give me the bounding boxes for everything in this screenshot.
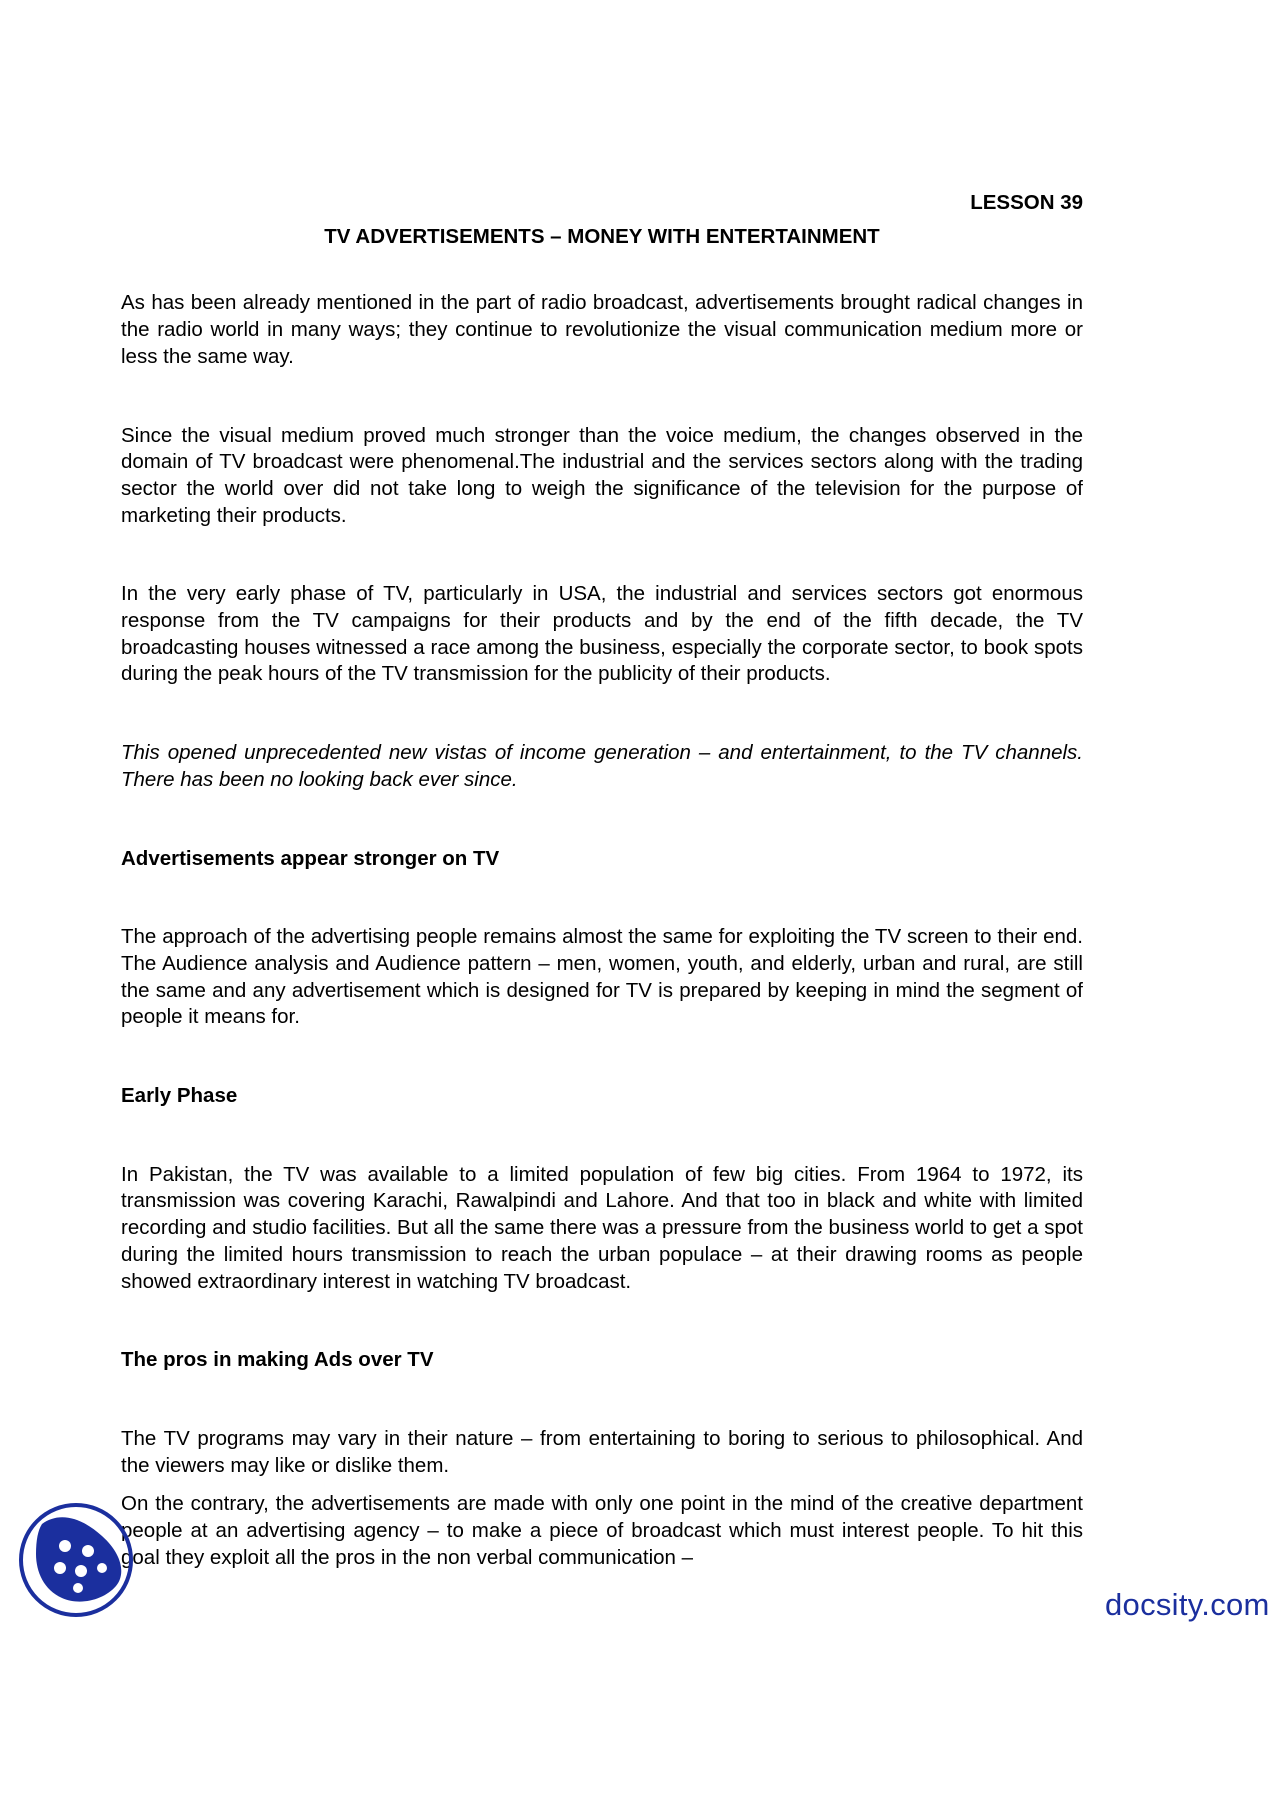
paragraph-vistas: This opened unprecedented new vistas of income generation – and entertainment, to the TV channels. There has been no looking back ever since. <box>121 741 1083 791</box>
document-title: TV ADVERTISEMENTS – MONEY WITH ENTERTAINMENT <box>324 224 880 248</box>
document-body <box>121 190 1083 1572</box>
paragraph-early-usa: In the very early phase of TV, particularly in USA, the industrial and services sectors got enormous response from the TV campaigns for their products and by the end of the fifth decade, the TV broadcasting houses witnessed a race among the business, especially the corporate sector, to book spots during the peak hours of the TV transmission for the publicity of their products. <box>121 582 1083 686</box>
paragraph-approach: The approach of the advertising people remains almost the same for exploiting the TV screen to their end. The Audience analysis and Audience pattern – men, women, youth, and elderly, urban and rural, are still the same and any advertisement which is designed for TV is prepared by keeping in mind the segment of people it means for. <box>121 925 1083 1029</box>
lesson-label: LESSON 39 <box>970 191 1083 214</box>
paragraph-programs-vary: The TV programs may vary in their nature – from entertaining to boring to serious to philosophical. And the viewers may like or dislike them. <box>121 1426 1083 1477</box>
section-heading-stronger-on-tv: Advertisements appear stronger on TV <box>121 846 500 870</box>
docsity-logo-icon <box>18 1502 134 1618</box>
section-heading-pros: The pros in making Ads over TV <box>121 1348 434 1372</box>
docsity-brand-text[interactable]: docsity.com <box>1105 1587 1270 1622</box>
paragraph-intro: As has been already mentioned in the part of radio broadcast, advertisements brought radical changes in the radio world in many ways; they continue to revolutionize the visual communication medium more or less the same way. <box>121 291 1083 368</box>
paragraph-contrary: On the contrary, the advertisements are made with only one point in the mind of the creative department people at an advertising agency – to make a piece of broadcast which must interest people. To hit this goal they exploit all the pros in the non verbal communication – <box>121 1492 1083 1569</box>
paragraph-visual-medium: Since the visual medium proved much stronger than the voice medium, the changes observed in the domain of TV broadcast were phenomenal.The industrial and the services sectors along with the trading sector the world over did not take long to weigh the significance of the television for the purpose of marketing their products. <box>121 423 1083 527</box>
section-heading-early-phase: Early Phase <box>121 1084 238 1108</box>
paragraph-pakistan: In Pakistan, the TV was available to a limited population of few big cities. From 1964 to 1972, its transmission was covering Karachi, Rawalpindi and Lahore. And that too in black and white with limited recording and studio facilities. But all the same there was a pressure from the business world to get a spot during the limited hours transmission to reach the urban populace – at their drawing rooms as people showed extraordinary interest in watching TV broadcast. <box>121 1162 1083 1293</box>
